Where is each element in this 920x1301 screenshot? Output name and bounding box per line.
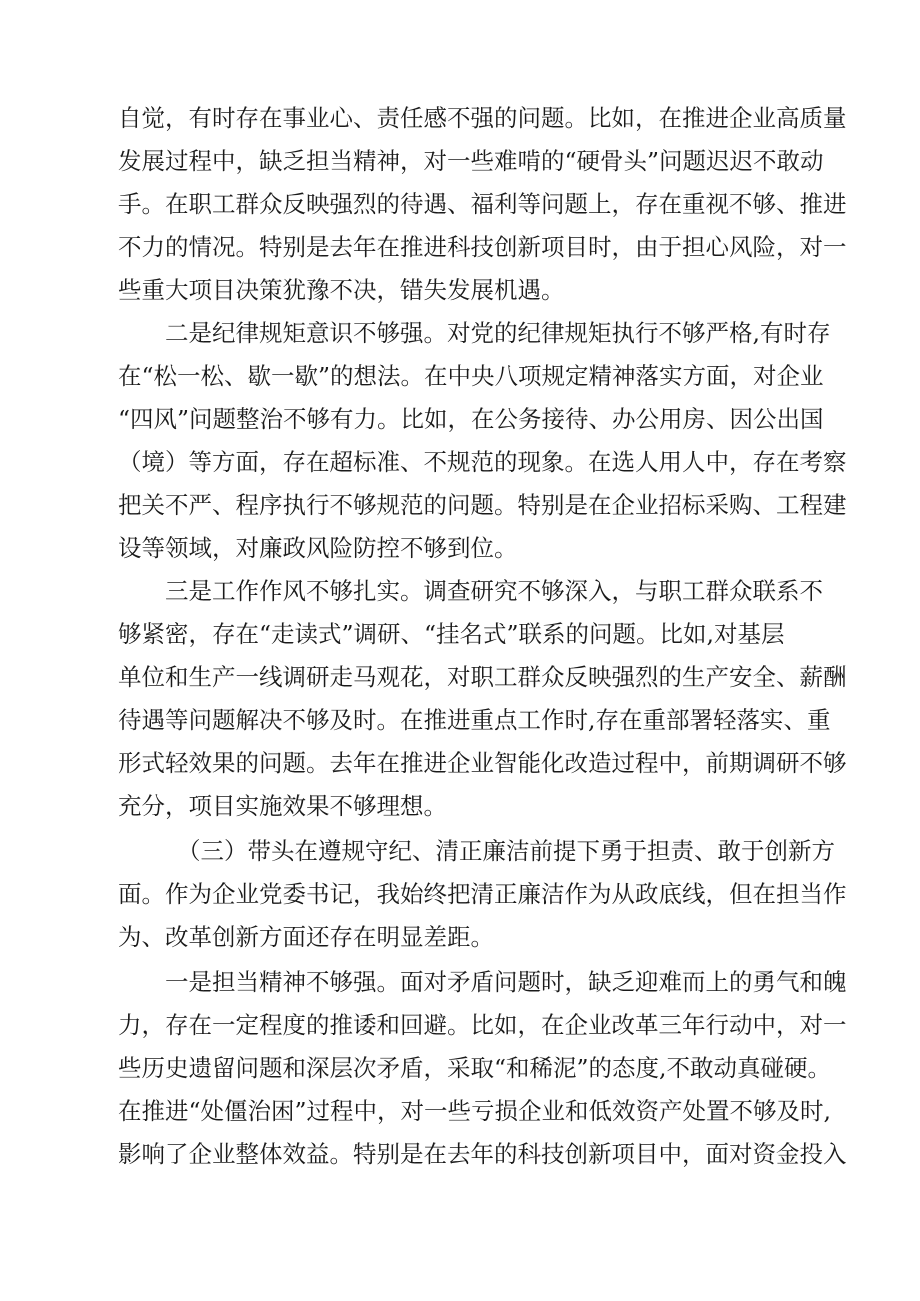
text-line: （境）等方面，存在超标准、不规范的现象。在选人用人中，存在考察 (118, 448, 847, 476)
text-line: 影响了企业整体效益。特别是在去年的科技创新项目中，面对资金投入 (118, 1140, 847, 1168)
text-line: 些历史遗留问题和深层次矛盾，采取“和稀泥”的态度,不敢动真碰硬。 (118, 1054, 831, 1082)
text-line: 些重大项目决策犹豫不决，错失发展机遇。 (118, 276, 565, 304)
text-line: 形式轻效果的问题。去年在推进企业智能化改造过程中，前期调研不够 (118, 749, 847, 777)
text-line: 把关不严、程序执行不够规范的问题。特别是在企业招标采购、工程建 (118, 491, 847, 519)
text-line: 力，存在一定程度的推诿和回避。比如，在企业改革三年行动中，对一 (118, 1011, 847, 1039)
paragraph-start-line: 三是工作作风不够扎实。调查研究不够深入，与职工群众联系不 (165, 577, 823, 605)
text-line: 手。在职工群众反映强烈的待遇、福利等问题上，存在重视不够、推进 (118, 190, 847, 218)
paragraph-start-line: 二是纪律规矩意识不够强。对党的纪律规矩执行不够严格,有时存 (165, 319, 831, 347)
text-line: “四风”问题整治不够有力。比如，在公务接待、办公用房、因公出国 (118, 405, 824, 433)
text-line: 设等领域，对廉政风险防控不够到位。 (118, 534, 518, 562)
text-line: 充分，项目实施效果不够理想。 (118, 792, 447, 820)
text-line: 待遇等问题解决不够及时。在推进重点工作时,存在重部署轻落实、重 (118, 706, 831, 734)
text-line: 在推进“处僵治困”过程中，对一些亏损企业和低效资产处置不够及时, (118, 1097, 831, 1125)
text-line: 在“松一松、歇一歇”的想法。在中央八项规定精神落实方面，对企业 (118, 362, 824, 390)
text-line: 发展过程中，缺乏担当精神，对一些难啃的“硬骨头”问题迟迟不敢动 (118, 147, 824, 175)
text-line: 为、改革创新方面还存在明显差距。 (118, 923, 494, 951)
paragraph-start-line: 一是担当精神不够强。面对矛盾问题时，缺乏迎难而上的勇气和魄 (165, 968, 847, 996)
text-line: 单位和生产一线调研走马观花，对职工群众反映强烈的生产安全、薪酬 (118, 663, 847, 691)
text-line: 面。作为企业党委书记，我始终把清正廉洁作为从政底线，但在担当作 (118, 880, 847, 908)
section-heading-line: （三）带头在遵规守纪、清正廉洁前提下勇于担责、敢于创新方 (177, 837, 835, 865)
text-line: 自觉，有时存在事业心、责任感不强的问题。比如，在推进企业高质量 (118, 104, 847, 132)
text-line: 够紧密，存在“走读式”调研、“挂名式”联系的问题。比如,对基层 (118, 620, 785, 648)
text-line: 不力的情况。特别是去年在推进科技创新项目时，由于担心风险，对一 (118, 233, 847, 261)
